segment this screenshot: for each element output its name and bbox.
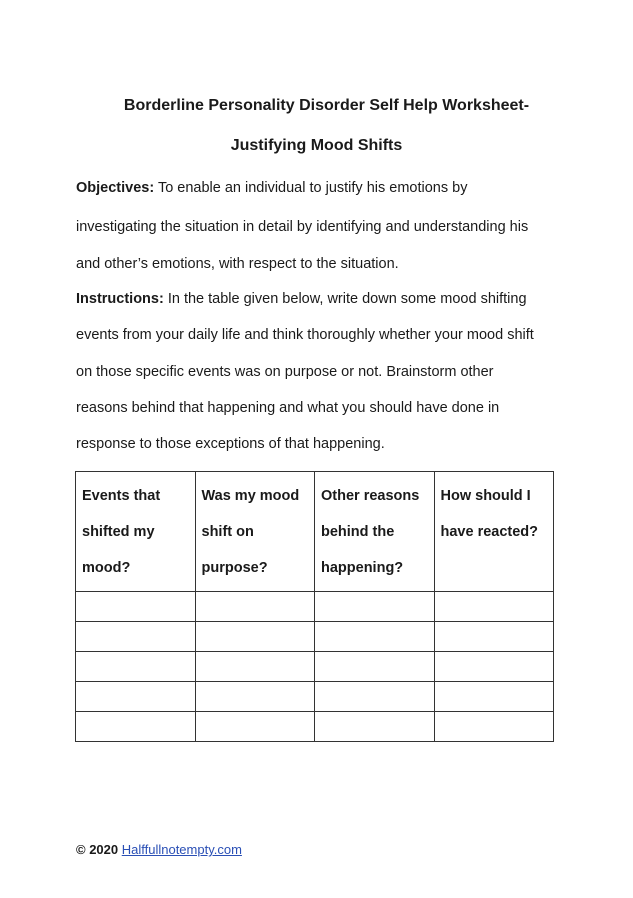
worksheet-title-line2 [0,137,633,155]
table-row [76,682,554,712]
table-cell[interactable] [434,712,554,742]
table-cell[interactable] [76,652,196,682]
header-text: shift on [201,524,254,540]
table-cell[interactable] [76,592,196,622]
instructions-line-3: on those specific events was on purpose or not. Brainstorm other [76,364,494,380]
table-cell[interactable] [434,682,554,712]
instructions-text: In the table given below, write down some mood shifting [163,291,527,307]
header-text: purpose? [201,560,268,576]
instructions-line-2: events from your daily life and think thoroughly whether your mood shift [76,327,534,343]
table-cell[interactable] [315,652,435,682]
header-reaction [434,472,554,592]
copyright-text: © 2020 [76,842,122,857]
table-header-row [76,472,554,592]
footer [76,842,242,857]
table-cell[interactable] [76,622,196,652]
table-cell[interactable] [315,592,435,622]
header-other-reasons [315,472,435,592]
header-text: behind the [321,524,395,540]
header-events [76,472,196,592]
table-cell[interactable] [76,712,196,742]
table-cell[interactable] [434,622,554,652]
table-cell[interactable] [195,652,315,682]
objectives-text: To enable an individual to justify his emotions by [154,180,468,196]
instructions-line-4: reasons behind that happening and what you should have done in [76,400,500,416]
worksheet-subtitle: Justifying Mood Shifts [230,137,403,154]
worksheet-title-line1: Borderline Personality Disorder Self Help Worksheet- [123,97,530,114]
instructions-label: Instructions: [76,291,164,307]
objectives-label: Objectives: [76,180,155,196]
header-text: have reacted? [440,524,539,540]
header-text: Other reasons [321,488,420,504]
header-text: shifted my [82,524,155,540]
table-cell[interactable] [315,622,435,652]
instructions-line-5: response to those exceptions of that happening. [76,436,385,452]
header-text: Events that [82,488,161,504]
table-cell[interactable] [76,682,196,712]
mood-shift-table [75,471,554,742]
header-purpose [195,472,315,592]
table-row [76,592,554,622]
objectives-line-1 [76,180,467,196]
table-cell[interactable] [195,712,315,742]
table-cell[interactable] [315,712,435,742]
table-row [76,712,554,742]
objectives-line-2: investigating the situation in detail by identifying and understanding his [76,219,529,235]
table-cell[interactable] [195,682,315,712]
table-cell[interactable] [434,652,554,682]
instructions-line-1 [76,291,527,307]
header-text: mood? [82,560,131,576]
objectives-line-3: and other’s emotions, with respect to the situation. [76,256,399,272]
table-row [76,622,554,652]
table-cell[interactable] [315,682,435,712]
header-text: How should I [440,488,531,504]
table-row [76,652,554,682]
website-link[interactable]: Halffullnotempty.com [121,842,242,857]
header-text: happening? [321,560,404,576]
header-text: Was my mood [201,488,300,504]
table-cell[interactable] [434,592,554,622]
table-cell[interactable] [195,592,315,622]
table-cell[interactable] [195,622,315,652]
